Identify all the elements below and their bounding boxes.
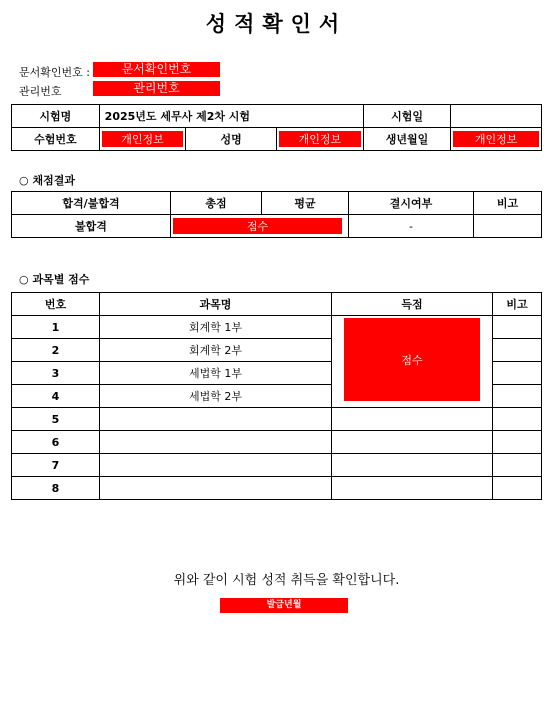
subject-score xyxy=(332,431,493,454)
issue-date: 발급년월 xyxy=(220,598,348,613)
subjects-table xyxy=(11,292,542,500)
subjects-section-marker: ○ xyxy=(19,273,29,286)
exam-name-value: 2025년도 세무사 제2차 시험 xyxy=(99,105,363,128)
subject-note xyxy=(493,454,542,477)
absent-value: - xyxy=(349,215,474,238)
person-name-value: 개인정보 xyxy=(279,131,361,147)
table-row xyxy=(12,477,542,500)
total-score-value: 점수 xyxy=(173,218,342,234)
exam-number-value: 개인정보 xyxy=(102,131,184,147)
subject-note xyxy=(493,385,542,408)
subject-note xyxy=(493,339,542,362)
subject-number: 5 xyxy=(12,408,100,431)
table-row xyxy=(12,316,542,339)
result-header-pass: 합격/불합격 xyxy=(12,192,171,215)
result-section-marker: ○ xyxy=(19,174,29,187)
subjects-header-name: 과목명 xyxy=(100,293,332,316)
result-header-total: 총점 xyxy=(171,192,262,215)
total-score-cell xyxy=(171,215,349,238)
table-row xyxy=(12,408,542,431)
exam-name-label: 시험명 xyxy=(12,105,100,128)
subject-name: 회계학 1부 xyxy=(100,316,332,339)
document-title: 성적확인서 xyxy=(205,12,348,36)
result-section-title: 채점결과 xyxy=(32,174,75,187)
subjects-section-heading xyxy=(19,271,89,287)
exam-info-table xyxy=(11,104,542,151)
exam-number-label: 수험번호 xyxy=(12,128,100,151)
subject-number: 4 xyxy=(12,385,100,408)
subject-score-value: 점수 xyxy=(344,318,480,401)
doc-number-label: 문서확인번호 : xyxy=(19,66,90,79)
result-note-value xyxy=(474,215,542,238)
table-row xyxy=(12,431,542,454)
person-name-cell xyxy=(277,128,364,151)
person-name-label: 성명 xyxy=(186,128,277,151)
result-header-note: 비고 xyxy=(474,192,542,215)
pass-fail-value: 불합격 xyxy=(12,215,171,238)
table-row xyxy=(12,454,542,477)
result-section-heading xyxy=(19,172,75,188)
subjects-header-note: 비고 xyxy=(493,293,542,316)
subject-note xyxy=(493,408,542,431)
result-header-absent: 결시여부 xyxy=(349,192,474,215)
subject-number: 7 xyxy=(12,454,100,477)
subject-name xyxy=(100,431,332,454)
subject-number: 1 xyxy=(12,316,100,339)
subject-number: 8 xyxy=(12,477,100,500)
exam-date-label: 시험일 xyxy=(363,105,451,128)
exam-number-cell xyxy=(99,128,186,151)
subject-score xyxy=(332,477,493,500)
subject-note xyxy=(493,316,542,339)
subject-note xyxy=(493,431,542,454)
subject-name xyxy=(100,454,332,477)
subjects-header-number: 번호 xyxy=(12,293,100,316)
doc-number-value: 문서확인번호 xyxy=(93,62,220,77)
subject-note xyxy=(493,362,542,385)
birthdate-value: 개인정보 xyxy=(453,131,539,147)
subject-note xyxy=(493,477,542,500)
subjects-section-title: 과목별 점수 xyxy=(32,273,90,286)
subject-name: 회계학 2부 xyxy=(100,339,332,362)
result-table xyxy=(11,191,542,238)
subject-name: 세법학 2부 xyxy=(100,385,332,408)
subject-number: 3 xyxy=(12,362,100,385)
subject-name xyxy=(100,477,332,500)
birthdate-label: 생년월일 xyxy=(363,128,451,151)
subject-score-cell xyxy=(332,316,493,408)
subject-name xyxy=(100,408,332,431)
subjects-header-score: 득점 xyxy=(332,293,493,316)
exam-date-value xyxy=(451,105,542,128)
result-header-average: 평균 xyxy=(262,192,349,215)
subject-number: 2 xyxy=(12,339,100,362)
mgmt-number-label: 관리번호 xyxy=(19,85,62,98)
mgmt-number-value: 관리번호 xyxy=(93,81,220,96)
subject-name: 세법학 1부 xyxy=(100,362,332,385)
subject-score xyxy=(332,408,493,431)
confirmation-statement: 위와 같이 시험 성적 취득을 확인합니다. xyxy=(173,573,400,588)
subject-score xyxy=(332,454,493,477)
subject-number: 6 xyxy=(12,431,100,454)
birthdate-cell xyxy=(451,128,542,151)
